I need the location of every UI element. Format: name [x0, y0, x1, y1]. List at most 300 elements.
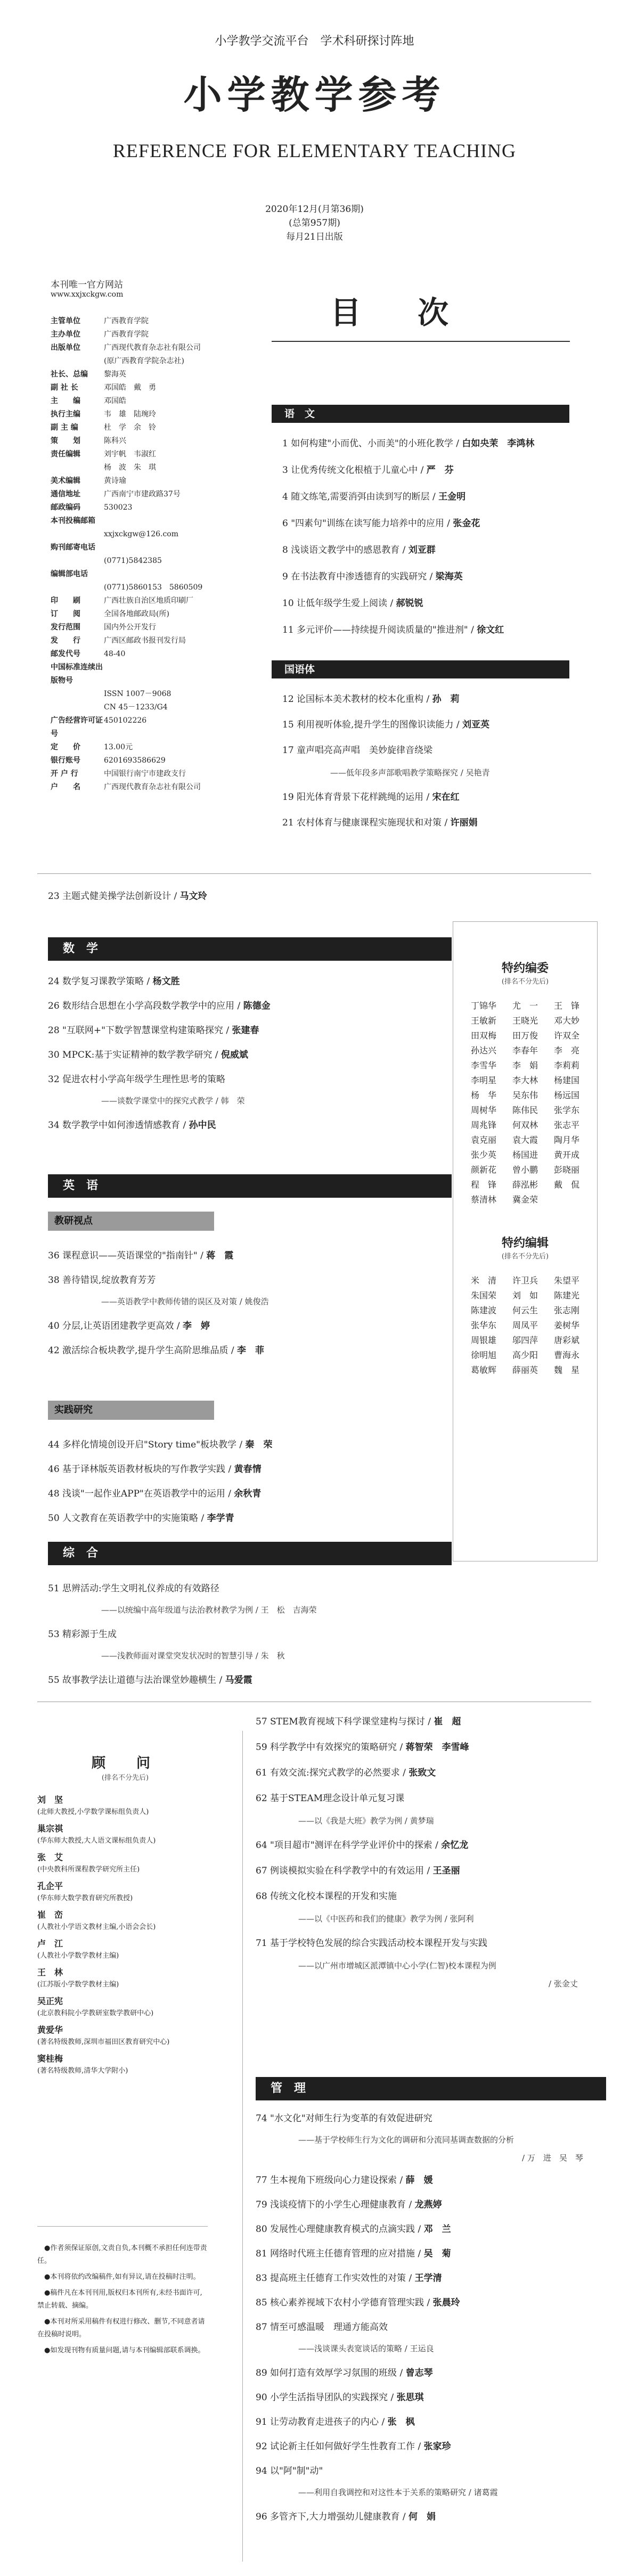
shuxue-entry[interactable]: [48, 999, 271, 1013]
editor-name: 何双林: [512, 1120, 538, 1130]
entry-title: 32 促进农村小学高年级学生理性思考的策略: [48, 1074, 226, 1085]
zonghe-entry[interactable]: [48, 1582, 219, 1596]
info-value: 48-40: [104, 650, 126, 658]
science-entry[interactable]: [256, 1890, 397, 1903]
entry-author: 孙中民: [189, 1120, 216, 1131]
editor-name: 戴 侃: [553, 1180, 579, 1190]
info-key: 广告经营许可证号: [51, 716, 103, 738]
entry-title: 42 激活综合板块教学,提升学生高阶思维品质 /: [48, 1345, 237, 1356]
entry-title: 67 例谈模拟实验在科学教学中的有效运用 /: [256, 1866, 433, 1876]
editor-name: 曹海永: [553, 1350, 579, 1360]
editor-name: 杨 华: [470, 1090, 496, 1100]
info-value: 广西区邮政书报刊发行局: [104, 636, 186, 645]
editors-names: [453, 999, 597, 1207]
info-value: 广西现代教育杂志社有限公司: [104, 344, 201, 352]
info-row: [51, 488, 285, 501]
advisor-desc: (北师大教授,小学数学课标组负责人): [37, 1808, 149, 1816]
editor-name: 李莉莉: [553, 1060, 579, 1070]
entry-author: 余秋青: [234, 1489, 262, 1499]
advisor-desc: (江苏版小学数学教材主编): [37, 1981, 119, 1989]
entry-author: 张 枫: [387, 2417, 415, 2427]
entry-subtitle: ——以广州市增城区派潭镇中心小学(仁智)校本课程为例: [298, 1961, 496, 1970]
entry-title: 34 数学教学中如何渗透情感教育 /: [48, 1120, 189, 1131]
entry-author: 王金明: [438, 492, 466, 502]
entry-author: 严 芬: [426, 465, 454, 476]
info-key: 执行主编: [51, 410, 80, 419]
science-entry[interactable]: [256, 1936, 487, 1950]
info-value: 广西现代教育杂志社有限公司: [104, 783, 201, 791]
entry-author: 秦 荣: [245, 1440, 273, 1450]
info-value: CN 45－1233/G4: [104, 703, 168, 712]
info-row: [51, 767, 285, 781]
info-row: [51, 634, 285, 648]
editor-name: 程 锋: [470, 1180, 496, 1190]
note-paragraph: ●作者须保证原创,文责自负,本刊概不承担任何连带责任。: [37, 2244, 207, 2265]
info-row: [51, 621, 285, 634]
info-key: 购刊邮寄电话: [51, 543, 95, 552]
entry-title: 83 提高班主任德育工作实效性的对策 /: [256, 2273, 415, 2284]
guanli-entry[interactable]: [256, 2112, 432, 2125]
guanli-entry[interactable]: [256, 2464, 323, 2478]
editorial-notes: [37, 2242, 208, 2360]
guoyu-entry[interactable]: [282, 790, 460, 804]
column-divider: [242, 1731, 243, 2562]
info-value: [104, 661, 285, 688]
guanli-entry[interactable]: [256, 2320, 388, 2334]
entry-title: 21 农村体育与健康课程实施现状和对策 /: [282, 817, 451, 828]
info-row: [51, 368, 285, 381]
editor-name: 尤 一: [512, 1001, 538, 1011]
editor-name: 丁锦华: [470, 1001, 496, 1011]
editor-name: 米 清: [470, 1275, 496, 1286]
entry-title: 85 核心素养视域下农村小学德育管理实践 /: [256, 2297, 433, 2308]
zonghe-entry[interactable]: [48, 1628, 117, 1641]
info-row: [51, 528, 285, 541]
editor-name: 周凤平: [512, 1320, 538, 1330]
shuxue-entry[interactable]: [48, 1048, 248, 1062]
entry-title: 36 课程意识——英语课堂的"指南针" /: [48, 1250, 207, 1261]
editor-name: 陈伟民: [512, 1105, 538, 1115]
editor-name: 邬四萍: [512, 1335, 538, 1345]
info-value: 邓国皓: [104, 397, 126, 405]
editor-name: 魏 星: [553, 1365, 579, 1375]
entry-author: 张致文: [409, 1768, 436, 1778]
science-entry[interactable]: [256, 1864, 460, 1878]
info-key: 主 编: [51, 397, 80, 405]
info-value: ISSN 1007－9068: [104, 690, 171, 698]
entry-title: 80 发展性心理健康教育模式的点滴实践 /: [256, 2224, 424, 2235]
entry-title: 4 随文练笔,需要消弭由读到写的断层 /: [282, 492, 439, 502]
guoyu-entry[interactable]: [282, 692, 460, 706]
science-entry[interactable]: [256, 1715, 461, 1729]
entry-author: 刘亚英: [462, 719, 489, 730]
shuxue-entry[interactable]: [48, 975, 180, 988]
advisor-desc: (华东师大数学教育研究所教授): [37, 1894, 133, 1902]
advisors-note: (排名不分先后): [101, 1774, 149, 1782]
info-value: 6201693586629: [104, 756, 166, 765]
info-key: 副 主 编: [51, 423, 78, 432]
info-row: [51, 701, 285, 714]
note-paragraph: ●本刊对所采用稿件有权进行修改、删节,不同意者请在投稿时说明。: [37, 2318, 205, 2338]
info-row: [51, 514, 285, 528]
toc-divider: [272, 341, 570, 342]
info-key: 责任编辑: [51, 450, 80, 459]
advisor-name: 王 林: [37, 1967, 63, 1977]
info-value: 陈科兴: [104, 437, 126, 445]
shuxue-entry[interactable]: [48, 1118, 216, 1132]
entry-subtitle: ——以《中医药和我们的健康》教学为例 / 张阿利: [298, 1914, 474, 1924]
info-row: [51, 435, 285, 448]
entry-author: 李 婷: [182, 1321, 210, 1331]
section-banner-shuxue: 数 学: [48, 937, 452, 961]
info-key: [51, 581, 104, 594]
section-banner-guoyu: 国语体: [272, 660, 569, 678]
guanli-entry[interactable]: [256, 2510, 436, 2524]
info-key: 策 划: [51, 437, 80, 445]
info-value: 刘宇帆 韦淑红: [104, 450, 156, 459]
editor-name: 高少阳: [512, 1350, 538, 1360]
section-banner-guanli: 管 理: [256, 2077, 606, 2100]
info-value: 韦 雄 陆琬玲: [104, 410, 156, 419]
entry-title: 94 以"阿"制"动": [256, 2466, 323, 2476]
page-divider: [37, 873, 591, 874]
jiaoyan-entry[interactable]: [48, 1249, 233, 1263]
info-key: [51, 355, 104, 368]
editor-name: 李雪华: [470, 1060, 496, 1070]
editor-name: 吴东伟: [512, 1090, 538, 1100]
entry-author: 刘亚群: [408, 545, 436, 555]
editor-name: 何云生: [512, 1305, 538, 1315]
issue-line-3: 每月21日出版: [286, 232, 343, 242]
subhead-shijian: 实践研究: [48, 1401, 214, 1420]
entry-title: 17 童声唱亮高声唱 美妙旋律音绕梁: [282, 745, 433, 756]
info-value: 中国银行南宁市建政支行: [104, 770, 186, 778]
info-key: 邮政编码: [51, 503, 80, 512]
guanli-entry[interactable]: [256, 2440, 451, 2454]
notes-divider: [37, 2226, 208, 2227]
info-row: [51, 448, 285, 461]
editor-name: 田万俊: [512, 1031, 538, 1041]
entry-title: 57 STEM教育视域下科学课堂建构与探讨 /: [256, 1716, 434, 1727]
info-row: [51, 714, 285, 741]
entry-title: 53 精彩源于生成: [48, 1629, 117, 1640]
entry-subtitle-author: / 张金丈: [549, 1979, 578, 1989]
editor-name: 李明星: [470, 1075, 496, 1085]
info-value: 全国各地邮政局(所): [104, 610, 169, 618]
yuwen-entry[interactable]: [282, 437, 534, 451]
info-key: 订 阅: [51, 610, 80, 618]
editor-name: 陶月华: [553, 1135, 579, 1145]
info-value: 黎海英: [104, 370, 126, 379]
advisor-name: 窦桂梅: [37, 2054, 63, 2064]
info-row: [51, 581, 285, 594]
guanli-entry[interactable]: [256, 2415, 415, 2429]
shijian-entry[interactable]: [48, 1462, 262, 1476]
science-entry[interactable]: [256, 1766, 436, 1780]
editor-name: 曾小鹏: [512, 1165, 538, 1175]
editor-name: 李大林: [512, 1075, 538, 1085]
info-value: 国内外公开发行: [104, 623, 156, 632]
info-row: [51, 315, 285, 328]
entry-author: 崔 超: [434, 1716, 461, 1727]
editors-panel: [453, 921, 598, 1561]
info-key: 中国标准连续出版物号: [51, 663, 103, 685]
editor-name: 袁大霞: [512, 1135, 538, 1145]
advisors-list: [37, 1794, 213, 2077]
editor-name: 葛敏辉: [470, 1365, 496, 1375]
entry-title: 96 多管齐下,大力增强幼儿健康教育 /: [256, 2512, 409, 2522]
info-key: 定 价: [51, 743, 80, 751]
entry-title: 8 浅谈语文教学中的感恩教育 /: [282, 545, 409, 555]
editor-name: 王敏新: [470, 1016, 496, 1026]
info-key: [51, 688, 104, 701]
info-row: [51, 754, 285, 767]
info-key: 社长、总编: [51, 370, 88, 379]
advisor-name: 崔 峦: [37, 1910, 63, 1920]
info-value: (0771)5842385: [104, 557, 162, 565]
issue-info: [0, 202, 629, 244]
editor-name: 杨国进: [512, 1150, 538, 1160]
science-entry[interactable]: [256, 1838, 468, 1852]
editor-name: 周银雄: [470, 1335, 496, 1345]
info-row: [51, 648, 285, 661]
issue-line-2: (总第957期): [289, 218, 340, 228]
entry-author: 薛 媛: [405, 2175, 433, 2186]
entry-title: 48 浅谈"一起作业APP"在英语教学中的运用 /: [48, 1489, 234, 1499]
info-row: [51, 568, 285, 581]
yuwen-entry[interactable]: [282, 596, 423, 610]
yuwen-entry[interactable]: [282, 543, 436, 557]
info-row: [51, 608, 285, 621]
entry-subtitle: ——浅谈课头表宽谈话的策略 / 王运良: [298, 2344, 434, 2353]
yuwen-entry[interactable]: [282, 623, 504, 637]
entry-title: 12 论国标本美术教材的校本化重构 /: [282, 694, 432, 705]
editor-name: 张华东: [470, 1320, 496, 1330]
entry-title: 61 有效交流:探究式教学的必然要求 /: [256, 1768, 409, 1778]
entry-author: 许丽娟: [450, 817, 478, 828]
section-banner-yuwen: 语 文: [272, 405, 569, 423]
editor-name: 冀金荣: [512, 1195, 538, 1205]
entry-author: 倪威斌: [220, 1050, 248, 1060]
info-row: [51, 541, 285, 554]
subhead-jiaoyan: 教研视点: [48, 1212, 214, 1231]
entry-author: 宋在红: [432, 792, 460, 803]
info-key: [51, 528, 104, 541]
entry-subtitle: ——浅教师面对课堂突发状况时的智慧引导 / 朱 秋: [101, 1651, 285, 1661]
advisor-name: 孔企平: [37, 1881, 63, 1891]
editors2-note: (排名不分先后): [501, 1253, 549, 1261]
info-key: [51, 461, 104, 475]
editor-name: 王 锋: [553, 1001, 579, 1011]
advisor-name: 刘 坚: [37, 1795, 63, 1805]
section-banner-zonghe: 综 合: [48, 1542, 452, 1565]
entry-title: 3 让优秀传统文化根植于儿童心中 /: [282, 465, 427, 476]
info-row: [51, 408, 285, 421]
entry-title: 30 MPCK:基于实证精神的数学教学研究 /: [48, 1050, 221, 1060]
editor-name: 刘 如: [512, 1290, 538, 1301]
editor-name: [546, 1192, 587, 1207]
science-entry[interactable]: [256, 1740, 469, 1754]
entry-author: 李学青: [207, 1513, 234, 1524]
editor-name: 唐彩斌: [553, 1335, 579, 1345]
info-value: 450102226: [104, 716, 147, 725]
entry-title: 26 数形结合思想在小学高段数学教学中的应用 /: [48, 1001, 243, 1011]
guoyu-entry[interactable]: [282, 743, 432, 757]
shuxue-entry[interactable]: [48, 1024, 259, 1037]
info-row: [51, 461, 285, 475]
editor-name: 许卫兵: [512, 1275, 538, 1286]
jiaoyan-entry[interactable]: [48, 1273, 156, 1287]
editor-name: 王晓光: [512, 1016, 538, 1026]
science-entry[interactable]: [256, 1792, 404, 1805]
tagline: 小学教学交流平台 学术科研探讨阵地: [215, 35, 414, 48]
entry-title: 44 多样化情境创设开启"Story time"板块教学 /: [48, 1440, 246, 1450]
entry-title: 55 故事教学法让道德与法治课堂妙趣横生 /: [48, 1675, 225, 1686]
info-row: [51, 554, 285, 568]
entry-subtitle: ——以统编中高年级道与法治教材教学为例 / 王 松 吉海荣: [101, 1605, 317, 1615]
note-paragraph: ●稿件凡在本刊刊用,版权归本刊所有,未经书面许可,禁止转载、摘编。: [37, 2289, 202, 2310]
official-site-label: 本刊唯一官方网站: [51, 280, 123, 290]
editor-name: 朱望平: [553, 1275, 579, 1286]
info-row: [51, 328, 285, 341]
editor-name: 薛丽英: [512, 1365, 538, 1375]
guanli-entry[interactable]: [256, 2296, 460, 2310]
entry-title: 89 如何打造有效厚学习氛围的班级 /: [256, 2368, 406, 2378]
info-value: 广西教育学院: [104, 330, 149, 339]
guoyu-entry[interactable]: [282, 816, 478, 830]
jiaoyan-entry[interactable]: [48, 1319, 210, 1333]
entry-subtitle: ——利用自我调控和对这性本于关系的策略研究 / 诸葛霞: [298, 2488, 498, 2497]
magazine-title-cn: 小学教学参考: [183, 72, 446, 117]
entry-subtitle: ——以《我是大班》教学为例 / 黄梦瑞: [298, 1816, 434, 1826]
toc-entry-23[interactable]: 23 主题式健美操学法创新设计 / 马文玲: [48, 891, 207, 902]
guanli-entry[interactable]: [256, 2247, 451, 2261]
info-key: 主办单位: [51, 330, 80, 339]
shijian-entry[interactable]: [48, 1511, 234, 1525]
info-row: [51, 781, 285, 794]
editor-name: 蔡清林: [470, 1195, 496, 1205]
info-key: 开 户 行: [51, 770, 78, 778]
info-key: 印 刷: [51, 596, 80, 605]
advisor-name: 吴正宪: [37, 1996, 63, 2006]
editor-name: 陈建波: [470, 1305, 496, 1315]
info-key: [51, 554, 104, 568]
guanli-entry[interactable]: [256, 2198, 442, 2212]
guanli-entry[interactable]: [256, 2173, 433, 2187]
yuwen-entry[interactable]: [282, 517, 480, 530]
guanli-entry[interactable]: [256, 2271, 442, 2285]
editor-name: 陈建光: [553, 1290, 579, 1301]
entry-subtitle: ——基于学校师生行为文化的调研和分流同基调查数据的分析: [298, 2135, 514, 2145]
entry-author: 邓 兰: [423, 2224, 451, 2235]
entry-author: 李 菲: [236, 1345, 264, 1356]
entry-author: 何 娟: [408, 2512, 436, 2522]
guanli-entry[interactable]: [256, 2391, 424, 2405]
info-rows: [51, 315, 285, 794]
yuwen-entry[interactable]: [282, 463, 454, 477]
advisors: [37, 1752, 213, 2081]
editor-name: 黄开成: [553, 1150, 579, 1160]
toc-title: 目 次: [330, 295, 462, 331]
advisor-desc: (著名特级教师,清华大学附小): [37, 2067, 128, 2075]
editor-name: 姜树华: [553, 1320, 579, 1330]
entry-author: 张晨玲: [432, 2297, 460, 2308]
info-row: [51, 421, 285, 435]
shuxue-entry[interactable]: [48, 1073, 225, 1086]
entry-author: 徐文红: [477, 625, 504, 635]
info-row: [51, 501, 285, 514]
entry-title: 68 传统文化校本课程的开发和实施: [256, 1891, 397, 1902]
zonghe-entry[interactable]: [48, 1673, 252, 1687]
entry-subtitle: ——英语教学中教师传错的误区及对策 / 姚俊浩: [101, 1297, 269, 1306]
info-key: 出版单位: [51, 344, 80, 352]
info-key: [51, 701, 104, 714]
info-row: [51, 355, 285, 368]
info-row: [51, 688, 285, 701]
editors-note: (排名不分先后): [501, 978, 549, 986]
advisor-desc: (著名特级教师,深圳市福田区教育研究中心): [37, 2038, 170, 2046]
info-row: [51, 381, 285, 395]
advisor-desc: (人教社小学数学教材主编): [37, 1952, 119, 1960]
entry-title: 50 人文教育在英语教学中的实施策略 /: [48, 1513, 207, 1524]
info-value: [104, 541, 285, 554]
info-key: 邮发代号: [51, 650, 80, 658]
entry-author: 白如央茉 李鸿林: [462, 438, 535, 449]
info-key: 本刊投稿邮箱: [51, 517, 95, 525]
entry-author: 蒋 霞: [206, 1250, 234, 1261]
advisor-name: 卢 江: [37, 1939, 63, 1949]
guanli-entry[interactable]: [256, 2366, 433, 2380]
info-value: 13.00元: [104, 743, 133, 751]
entry-author: 龙燕婷: [414, 2199, 442, 2210]
entry-title: 9 在书法教育中渗透德育的实践研究 /: [282, 571, 436, 582]
editor-name: 薛泓彬: [512, 1180, 538, 1190]
editor-name: 张志平: [553, 1120, 579, 1130]
guoyu-entry[interactable]: [282, 718, 489, 732]
entry-author: 张建春: [232, 1025, 259, 1036]
yuwen-entry[interactable]: [282, 490, 465, 504]
editor-name: 许双全: [553, 1031, 579, 1041]
entry-title: 91 让劳动教育走进孩子的内心 /: [256, 2417, 388, 2427]
info-row: [51, 594, 285, 608]
editor-name: 李 亮: [553, 1045, 579, 1056]
info-key: 编辑部电话: [51, 570, 88, 578]
info-value: 邓国皓 戴 勇: [104, 383, 156, 392]
info-value: 广西南宁市建政路37号: [104, 490, 181, 498]
editor-name: 袁克丽: [470, 1135, 496, 1145]
info-key: 通信地址: [51, 490, 80, 498]
yuwen-entry[interactable]: [282, 570, 463, 584]
info-key: 美术编辑: [51, 477, 80, 485]
editor-name: 田双梅: [470, 1031, 496, 1041]
info-value: 530023: [104, 503, 133, 512]
entry-title: 87 情至可感温暖 理通方能高效: [256, 2322, 388, 2333]
editor-name: 邓大妙: [553, 1016, 579, 1026]
shijian-entry[interactable]: [48, 1438, 273, 1452]
jiaoyan-entry[interactable]: [48, 1344, 264, 1357]
entry-title: 92 试论新主任如何做好学生性教育工作 /: [256, 2441, 424, 2452]
entry-title: 46 基于译林版英语教材板块的写作教学实践 /: [48, 1464, 234, 1475]
shijian-entry[interactable]: [48, 1487, 261, 1501]
info-value: [104, 514, 285, 528]
info-key: 主管单位: [51, 317, 80, 325]
info-key: 发行范围: [51, 623, 80, 632]
official-site-url[interactable]: www.xxjxckgw.com: [51, 290, 124, 299]
entry-title: 38 善待错误,绽放教育芳芳: [48, 1275, 156, 1286]
entry-author: 张思琪: [396, 2392, 424, 2403]
guanli-entry[interactable]: [256, 2222, 451, 2236]
info-value: (原广西教育学院杂志社): [104, 357, 184, 365]
